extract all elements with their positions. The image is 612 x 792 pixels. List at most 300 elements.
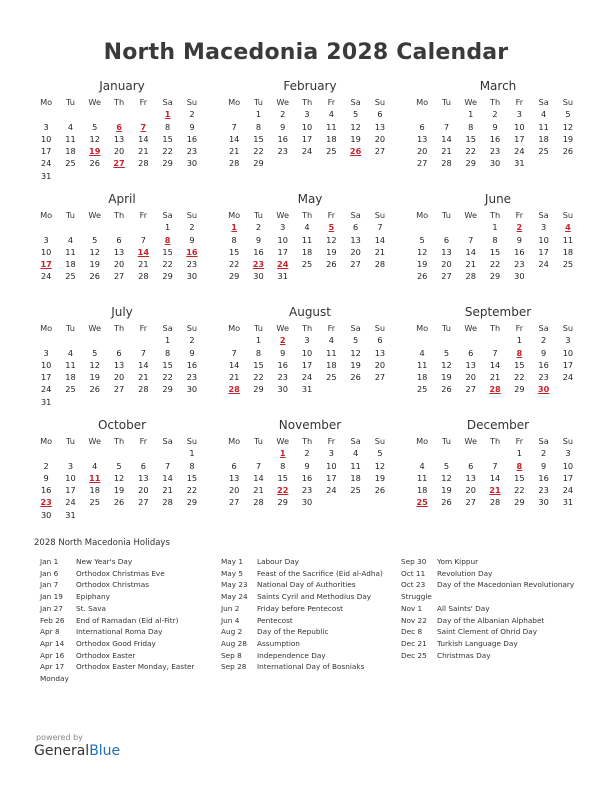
month-name: January [99, 79, 145, 93]
holiday-day-cell: 4 [565, 222, 571, 233]
day-cell: 10 [40, 359, 52, 370]
day-cell: 26 [350, 372, 361, 383]
holiday-row [40, 568, 215, 580]
day-cell: 3 [304, 109, 310, 120]
day-cell: 12 [374, 460, 386, 471]
day-cell: 17 [40, 146, 52, 157]
holiday-name: Orthodox Christmas [76, 580, 149, 590]
day-cell: 29 [162, 384, 173, 395]
day-cell: 6 [377, 335, 383, 346]
day-cell: 11 [562, 234, 574, 245]
day-cell: 3 [43, 121, 49, 132]
weekday-header: Mo [40, 210, 53, 220]
day-cell: 24 [514, 146, 525, 157]
weekday-header: Fr [515, 210, 524, 220]
day-cell: 16 [277, 359, 288, 370]
day-cell: 17 [538, 246, 549, 257]
day-cell: 30 [186, 384, 198, 395]
holiday-date: Dec 21 [401, 638, 427, 648]
holiday-day-cell: 7 [140, 121, 147, 132]
day-grid [222, 322, 390, 396]
holiday-row [221, 626, 397, 638]
day-cell: 23 [186, 146, 198, 157]
month-name: October [97, 418, 147, 432]
day-cell: 26 [441, 497, 452, 508]
day-cell: 19 [89, 259, 100, 270]
day-cell: 28 [253, 497, 264, 508]
holiday-day-cell: 2 [279, 335, 286, 346]
day-cell: 22 [162, 259, 173, 270]
day-grid [34, 209, 202, 283]
weekday-header: Tu [441, 436, 451, 446]
holiday-row [40, 650, 215, 662]
holiday-name: Saint Clement of Ohrid Day [437, 627, 538, 637]
holidays-title: 2028 North Macedonia Holidays [34, 538, 170, 548]
weekday-header: Tu [65, 210, 75, 220]
day-grid [34, 96, 202, 182]
month-july [34, 304, 202, 408]
day-cell: 2 [541, 448, 547, 459]
holiday-date: Apr 17 [40, 662, 65, 672]
day-grid [34, 435, 202, 521]
weekday-header: We [276, 97, 290, 107]
holiday-day-cell: 26 [349, 146, 362, 157]
holiday-date: May 5 [221, 568, 244, 578]
empty-day-cell [107, 108, 131, 120]
empty-day-cell [410, 221, 434, 233]
holiday-day-cell: 6 [116, 121, 122, 132]
empty-day-cell [410, 108, 434, 120]
weekday-header: Su [186, 436, 198, 446]
day-cell: 11 [65, 133, 76, 144]
day-cell: 6 [377, 109, 383, 120]
empty-day-cell [107, 447, 131, 459]
day-cell: 14 [228, 133, 240, 144]
day-cell: 1 [255, 335, 262, 346]
day-cell: 16 [301, 472, 313, 483]
day-cell: 7 [231, 347, 237, 358]
holiday-day-cell: 21 [489, 485, 501, 496]
day-cell: 11 [326, 347, 337, 358]
weekday-header: Su [374, 436, 386, 446]
empty-day-cell [83, 108, 107, 120]
weekday-header: We [464, 323, 478, 333]
holiday-date: Oct 23 [401, 580, 426, 590]
day-cell: 23 [301, 485, 313, 496]
weekday-header: Th [301, 436, 313, 446]
day-cell: 15 [186, 472, 198, 483]
holiday-date: Nov 1 [401, 603, 423, 613]
day-cell: 8 [189, 460, 195, 471]
month-name: November [278, 418, 342, 432]
day-cell: 15 [253, 133, 264, 144]
day-cell: 16 [186, 359, 198, 370]
weekday-header: Tu [253, 210, 263, 220]
holiday-day-cell: 22 [277, 485, 289, 496]
day-cell: 27 [374, 146, 386, 157]
day-cell: 28 [138, 158, 149, 169]
holiday-date: Apr 16 [40, 650, 65, 660]
weekday-header: Fr [139, 97, 148, 107]
day-cell: 8 [165, 347, 171, 358]
weekday-header: Tu [65, 97, 75, 107]
holidays-column-3 [401, 556, 581, 661]
day-cell: 24 [562, 372, 574, 383]
holidays-column-2 [221, 556, 397, 673]
day-cell: 30 [538, 497, 549, 508]
day-cell: 27 [374, 372, 386, 383]
weekday-header: Su [374, 323, 386, 333]
empty-day-cell [483, 334, 507, 346]
weekday-header: We [464, 97, 478, 107]
day-cell: 10 [277, 234, 288, 245]
day-cell: 3 [304, 335, 310, 346]
day-cell: 29 [514, 497, 525, 508]
day-cell: 11 [65, 246, 76, 257]
day-cell: 15 [489, 246, 501, 257]
day-cell: 9 [541, 460, 547, 471]
day-cell: 23 [186, 259, 198, 270]
day-cell: 27 [138, 497, 149, 508]
holiday-name: Orthodox Christmas Eve [76, 568, 165, 578]
day-cell: 2 [255, 222, 262, 233]
day-cell: 3 [565, 335, 571, 346]
weekday-header: We [88, 436, 102, 446]
day-cell: 4 [92, 460, 98, 471]
day-cell: 7 [140, 347, 146, 358]
day-cell: 25 [350, 485, 361, 496]
day-cell: 2 [492, 109, 498, 120]
day-cell: 13 [374, 347, 386, 358]
weekday-header: Tu [253, 436, 263, 446]
day-grid [410, 435, 578, 509]
weekday-header: Mo [416, 436, 429, 446]
day-cell: 10 [65, 472, 76, 483]
day-cell: 13 [138, 472, 149, 483]
day-cell: 5 [92, 121, 98, 132]
day-cell: 22 [228, 259, 240, 270]
day-cell: 8 [231, 234, 237, 245]
day-cell: 2 [541, 335, 547, 346]
empty-day-cell [131, 108, 155, 120]
day-cell: 12 [326, 234, 337, 245]
weekday-header: Fr [515, 436, 524, 446]
day-cell: 3 [43, 234, 49, 245]
day-cell: 25 [538, 146, 549, 157]
day-cell: 11 [301, 234, 313, 245]
holiday-name: Day of the Macedonian Revolutionary [437, 580, 575, 590]
holiday-date: Jan 1 [40, 557, 59, 566]
day-cell: 8 [255, 347, 262, 358]
day-cell: 27 [350, 259, 361, 270]
day-cell: 13 [113, 133, 125, 144]
day-cell: 18 [538, 133, 549, 144]
day-cell: 15 [253, 359, 264, 370]
holiday-name: International Roma Day [76, 627, 163, 637]
day-cell: 22 [514, 372, 525, 383]
day-cell: 17 [301, 359, 313, 370]
holiday-row [221, 638, 397, 650]
holiday-date: Jan 6 [40, 568, 59, 578]
weekday-header: Sa [350, 97, 361, 107]
day-cell: 22 [253, 146, 264, 157]
empty-day-cell [483, 447, 507, 459]
empty-day-cell [155, 447, 179, 459]
holiday-day-cell: 8 [164, 234, 171, 245]
day-cell: 26 [113, 497, 125, 508]
weekday-header: Su [186, 97, 198, 107]
day-cell: 12 [89, 246, 100, 257]
holiday-name: New Year's Day [76, 557, 133, 566]
holiday-name: Pentecost [257, 615, 293, 625]
day-cell: 21 [138, 372, 149, 383]
day-cell: 1 [189, 448, 195, 459]
day-cell: 23 [489, 146, 501, 157]
weekday-header: Sa [162, 323, 173, 333]
holiday-date: Aug 2 [221, 627, 243, 637]
holiday-name: Yom Kippur [437, 557, 479, 566]
holiday-row [40, 556, 215, 568]
day-cell: 12 [113, 472, 125, 483]
holiday-date: Feb 26 [40, 615, 65, 625]
weekday-header: Sa [350, 323, 361, 333]
day-cell: 9 [304, 460, 310, 471]
day-cell: 5 [443, 460, 450, 471]
day-cell: 19 [441, 485, 452, 496]
day-cell: 26 [416, 271, 428, 282]
day-cell: 27 [416, 158, 428, 169]
empty-day-cell [459, 221, 483, 233]
holiday-name: Saints Cyril and Methodius Day [257, 592, 372, 602]
day-cell: 25 [301, 259, 313, 270]
holiday-day-cell: 30 [537, 384, 550, 395]
day-cell: 30 [253, 271, 264, 282]
holiday-name: All Saints' Day [437, 603, 490, 613]
weekday-header: Th [301, 97, 313, 107]
day-cell: 7 [255, 460, 262, 471]
weekday-header: Th [113, 323, 125, 333]
day-cell: 15 [162, 359, 173, 370]
weekday-header: Fr [515, 97, 524, 107]
day-cell: 17 [301, 133, 313, 144]
day-cell: 16 [538, 359, 549, 370]
day-cell: 12 [350, 121, 361, 132]
holiday-name: Feast of the Sacrifice (Eid al-Adha) [257, 568, 383, 578]
empty-day-cell [34, 334, 58, 346]
day-cell: 29 [514, 384, 525, 395]
day-cell: 12 [441, 359, 452, 370]
holiday-row [40, 661, 215, 673]
holiday-row [401, 603, 581, 615]
day-cell: 29 [186, 497, 198, 508]
day-cell: 6 [116, 234, 122, 245]
day-cell: 13 [465, 472, 476, 483]
weekday-header: Th [113, 210, 125, 220]
holiday-name: Friday before Pentecost [257, 603, 343, 613]
day-cell: 10 [562, 347, 574, 358]
empty-day-cell [34, 108, 58, 120]
day-cell: 21 [489, 372, 501, 383]
brand-blue: Blue [89, 743, 121, 759]
day-cell: 22 [465, 146, 476, 157]
day-cell: 4 [328, 109, 334, 120]
day-cell: 8 [468, 121, 474, 132]
holiday-day-cell: 1 [231, 222, 237, 233]
holiday-date: Sep 30 [401, 557, 427, 566]
day-cell: 31 [40, 170, 52, 181]
day-cell: 26 [374, 485, 386, 496]
empty-day-cell [58, 221, 82, 233]
day-cell: 18 [65, 259, 76, 270]
empty-day-cell [83, 447, 107, 459]
holiday-row [221, 556, 397, 568]
holiday-row [40, 615, 215, 627]
day-cell: 8 [165, 121, 171, 132]
holiday-day-cell: 16 [186, 246, 198, 257]
day-cell: 23 [277, 146, 288, 157]
holiday-date: May 1 [221, 557, 244, 566]
holiday-date: Apr 14 [40, 638, 65, 648]
day-cell: 13 [465, 359, 476, 370]
month-june [410, 191, 578, 283]
weekday-header: Mo [228, 436, 241, 446]
day-cell: 4 [67, 347, 74, 358]
day-cell: 19 [416, 259, 428, 270]
day-cell: 9 [280, 347, 286, 358]
day-cell: 4 [304, 222, 310, 233]
holiday-date: Jun 2 [221, 603, 240, 613]
holiday-day-cell: 23 [40, 497, 52, 508]
day-cell: 27 [465, 384, 476, 395]
day-cell: 31 [65, 509, 76, 520]
day-cell: 13 [228, 472, 240, 483]
day-cell: 1 [516, 335, 522, 346]
holiday-name-wrap: Struggle [401, 592, 432, 602]
weekday-header: Th [301, 210, 313, 220]
day-cell: 6 [140, 460, 146, 471]
day-cell: 27 [228, 497, 240, 508]
holiday-row [401, 568, 581, 580]
day-cell: 17 [514, 133, 525, 144]
day-cell: 18 [562, 246, 574, 257]
day-cell: 11 [538, 121, 549, 132]
weekday-header: Mo [228, 97, 241, 107]
day-cell: 12 [350, 347, 361, 358]
day-cell: 16 [538, 472, 549, 483]
holiday-row [401, 556, 581, 568]
day-cell: 9 [189, 121, 195, 132]
weekday-header: Tu [253, 97, 263, 107]
holiday-day-cell: 17 [40, 259, 52, 270]
day-cell: 6 [443, 234, 450, 245]
day-cell: 7 [377, 222, 383, 233]
day-cell: 30 [40, 509, 52, 520]
day-cell: 16 [186, 133, 198, 144]
day-cell: 9 [189, 347, 195, 358]
holiday-name: Revolution Day [437, 568, 493, 578]
day-cell: 18 [65, 146, 76, 157]
holiday-name: End of Ramadan (Eid al-Fitr) [76, 615, 179, 625]
day-cell: 29 [489, 271, 501, 282]
weekday-header: Tu [441, 323, 451, 333]
month-february [222, 78, 390, 170]
day-cell: 28 [138, 271, 149, 282]
month-name: August [289, 305, 331, 319]
day-cell: 17 [40, 372, 52, 383]
day-cell: 14 [138, 133, 149, 144]
day-cell: 1 [492, 222, 498, 233]
empty-day-cell [434, 108, 458, 120]
holiday-date: May 24 [221, 592, 248, 602]
day-cell: 11 [350, 460, 361, 471]
holiday-name: Turkish Language Day [437, 638, 518, 648]
weekday-header: We [464, 436, 478, 446]
day-cell: 29 [277, 497, 288, 508]
day-cell: 5 [377, 448, 383, 459]
holiday-name: Orthodox Easter Monday, Easter [76, 662, 195, 672]
day-cell: 2 [280, 109, 286, 120]
empty-day-cell [58, 334, 82, 346]
generalblue-logo[interactable] [34, 743, 120, 759]
holiday-row [40, 603, 215, 615]
holiday-row [221, 650, 397, 662]
day-cell: 20 [465, 485, 476, 496]
day-cell: 21 [441, 146, 452, 157]
day-cell: 25 [65, 158, 76, 169]
day-cell: 20 [350, 246, 361, 257]
day-cell: 12 [89, 133, 100, 144]
holiday-date: Aug 28 [221, 638, 247, 648]
day-cell: 6 [468, 347, 474, 358]
holiday-day-cell: 14 [137, 246, 150, 257]
weekday-header: Tu [441, 210, 451, 220]
page-title: North Macedonia 2028 Calendar [103, 40, 509, 65]
empty-day-cell [459, 334, 483, 346]
holiday-day-cell: 8 [516, 347, 523, 358]
holiday-row [221, 579, 397, 591]
day-cell: 25 [65, 271, 76, 282]
weekday-header: Mo [416, 210, 429, 220]
weekday-header: Sa [350, 210, 361, 220]
empty-day-cell [131, 447, 155, 459]
day-cell: 14 [374, 234, 386, 245]
day-cell: 20 [113, 146, 125, 157]
holiday-name: Christmas Day [437, 650, 491, 660]
day-cell: 31 [277, 271, 288, 282]
day-cell: 29 [253, 158, 264, 169]
day-cell: 5 [92, 234, 98, 245]
day-cell: 20 [374, 359, 386, 370]
day-cell: 1 [468, 109, 474, 120]
day-cell: 21 [162, 485, 173, 496]
holiday-row [40, 638, 215, 650]
day-cell: 5 [419, 234, 425, 245]
day-cell: 19 [441, 372, 452, 383]
holiday-name: Orthodox Easter [76, 650, 136, 660]
day-cell: 13 [113, 359, 125, 370]
day-cell: 1 [516, 448, 522, 459]
day-cell: 14 [465, 246, 476, 257]
holiday-date: Dec 8 [401, 627, 423, 637]
day-cell: 9 [541, 347, 547, 358]
day-cell: 3 [67, 460, 74, 471]
holiday-day-cell: 24 [277, 259, 289, 270]
empty-day-cell [246, 447, 270, 459]
day-cell: 24 [562, 485, 574, 496]
empty-day-cell [58, 108, 82, 120]
day-cell: 1 [255, 109, 262, 120]
weekday-header: Su [562, 210, 574, 220]
